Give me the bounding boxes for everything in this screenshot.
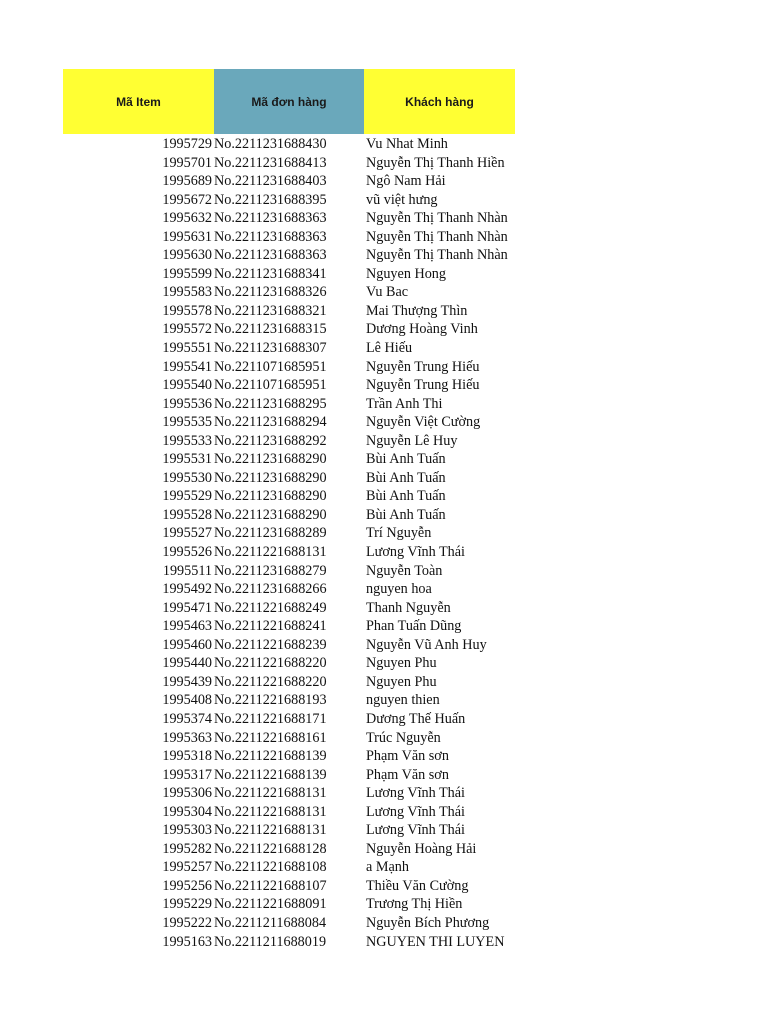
item-id-cell[interactable]: 1995631 [162,228,212,245]
customer-cell[interactable]: Nguyễn Bích Phương [366,914,490,931]
item-id-cell[interactable]: 1995535 [162,414,212,431]
customer-cell[interactable]: Nguyen Phu [366,673,437,690]
item-id-cell[interactable]: 1995306 [162,785,212,802]
order-id-cell[interactable]: No.2211221688139 [214,748,327,765]
order-id-cell[interactable]: No.2211231688290 [214,506,327,523]
table-row [63,766,526,785]
table-row [63,265,526,284]
order-id-cell[interactable]: No.2211221688220 [214,673,327,690]
table-row [63,320,526,339]
customer-cell[interactable]: Lương Vĩnh Thái [366,822,466,839]
item-id-cell[interactable]: 1995439 [162,673,212,690]
table-row [63,524,526,543]
table-row [63,135,526,154]
customer-cell[interactable]: Lương Vĩnh Thái [366,785,466,802]
order-id-cell[interactable]: No.2211231688295 [214,395,327,412]
customer-cell[interactable]: Nguyễn Toàn [366,562,443,579]
order-id-cell[interactable]: No.2211221688220 [214,655,327,672]
customer-cell[interactable]: vũ việt hưng [366,191,438,208]
table-row [63,358,526,377]
order-id-cell[interactable]: No.2211231688403 [214,173,327,190]
table-row [63,895,526,914]
table-row [63,487,526,506]
order-id-cell[interactable]: No.2211071685951 [214,358,327,375]
table-row [63,858,526,877]
item-id-cell[interactable]: 1995317 [162,766,212,783]
order-id-cell[interactable]: No.2211221688107 [214,877,327,894]
order-id-cell[interactable]: No.2211221688249 [214,599,327,616]
item-id-cell[interactable]: 1995541 [162,358,212,375]
order-id-cell[interactable]: No.2211231688292 [214,432,327,449]
header-customer[interactable]: Khách hàng [364,69,515,134]
customer-cell[interactable]: Lương Vĩnh Thái [366,544,466,561]
customer-cell[interactable]: Dương Thế Huấn [366,710,466,727]
item-id-cell[interactable]: 1995492 [162,581,212,598]
item-id-cell[interactable]: 1995303 [162,822,212,839]
order-id-cell[interactable]: No.2211231688289 [214,525,327,542]
customer-cell[interactable]: Nguyễn Thị Thanh Nhàn [366,210,508,227]
customer-cell[interactable]: Lương Vĩnh Thái [366,803,466,820]
customer-cell[interactable]: Phạm Văn sơn [366,766,449,783]
table-row [63,729,526,748]
item-id-cell[interactable]: 1995536 [162,395,212,412]
table-row [63,784,526,803]
order-id-cell[interactable]: No.2211231688430 [214,136,327,152]
customer-cell[interactable]: Trúc Nguyễn [366,729,441,746]
table-row [63,691,526,710]
item-id-cell[interactable]: 1995632 [162,210,212,227]
customer-cell[interactable]: Nguyễn Trung Hiếu [366,377,480,394]
table-row [63,617,526,636]
item-id-cell[interactable]: 1995363 [162,729,212,746]
order-id-cell[interactable]: No.2211231688266 [214,581,327,598]
item-id-cell[interactable]: 1995222 [162,914,212,931]
order-id-cell[interactable]: No.2211221688193 [214,692,327,709]
order-id-cell[interactable]: No.2211231688290 [214,451,327,468]
customer-cell[interactable]: Nguyễn Thị Thanh Hiền [366,154,505,171]
customer-cell[interactable]: Nguyễn Lê Huy [366,432,458,449]
order-id-cell[interactable]: No.2211221688239 [214,636,327,653]
customer-cell[interactable]: Bùi Anh Tuấn [366,451,446,468]
item-id-cell[interactable]: 1995528 [162,506,212,523]
table-row [63,543,526,562]
item-id-cell[interactable]: 1995257 [162,859,212,876]
table-row [63,673,526,692]
table-row [63,747,526,766]
item-id-cell[interactable]: 1995511 [162,562,212,579]
table-row [63,710,526,729]
order-id-cell[interactable]: No.2211231688413 [214,154,327,171]
item-id-cell[interactable]: 1995304 [162,803,212,820]
item-id-cell[interactable]: 1995572 [162,321,212,338]
item-id-cell[interactable]: 1995229 [162,896,212,913]
item-id-cell[interactable]: 1995526 [162,544,212,561]
order-id-cell[interactable]: No.2211231688290 [214,488,327,505]
item-id-cell[interactable]: 1995729 [162,136,212,152]
table-row [63,154,526,173]
customer-cell[interactable]: Nguyễn Thị Thanh Nhàn [366,228,508,245]
table-row [63,821,526,840]
order-id-cell[interactable]: No.2211221688131 [214,822,327,839]
table-row [63,933,526,952]
order-id-cell[interactable]: No.2211231688363 [214,210,327,227]
item-id-cell[interactable]: 1995599 [162,265,212,282]
customer-cell[interactable]: Bùi Anh Tuấn [366,488,446,505]
order-id-cell[interactable]: No.2211221688091 [214,896,327,913]
order-id-cell[interactable]: No.2211231688363 [214,247,327,264]
item-id-cell[interactable]: 1995689 [162,173,212,190]
item-id-cell[interactable]: 1995463 [162,618,212,635]
table-row [63,636,526,655]
customer-cell[interactable]: Trí Nguyễn [366,525,432,542]
customer-cell[interactable]: nguyen thien [366,692,440,709]
item-id-cell[interactable]: 1995460 [162,636,212,653]
order-id-cell[interactable]: No.2211221688171 [214,710,327,727]
order-id-cell[interactable]: No.2211211688084 [214,914,327,931]
table-row [63,506,526,525]
item-id-cell[interactable]: 1995530 [162,469,212,486]
order-id-cell[interactable]: No.2211221688161 [214,729,327,746]
order-id-cell[interactable]: No.2211221688131 [214,544,327,561]
customer-cell[interactable]: Nguyễn Vũ Anh Huy [366,636,487,653]
item-id-cell[interactable]: 1995163 [162,933,212,950]
order-id-cell[interactable]: No.2211231688294 [214,414,327,431]
order-id-cell[interactable]: No.2211221688108 [214,859,327,876]
customer-cell[interactable]: Nguyễn Thị Thanh Nhàn [366,247,508,264]
item-id-cell[interactable]: 1995440 [162,655,212,672]
table-row [63,191,526,210]
item-id-cell[interactable]: 1995551 [162,340,212,357]
customer-cell[interactable]: Vu Nhat Minh [366,136,448,152]
customer-cell[interactable]: Thanh Nguyễn [366,599,451,616]
order-id-cell[interactable]: No.2211231688395 [214,191,327,208]
order-id-cell[interactable]: No.2211071685951 [214,377,327,394]
table-row [63,395,526,414]
order-id-cell[interactable]: No.2211231688290 [214,469,327,486]
item-id-cell[interactable]: 1995318 [162,748,212,765]
customer-cell[interactable]: Trương Thị Hiền [366,896,463,913]
item-id-cell[interactable]: 1995531 [162,451,212,468]
item-id-cell[interactable]: 1995471 [162,599,212,616]
item-id-cell[interactable]: 1995630 [162,247,212,264]
customer-cell[interactable]: Nguyễn Trung Hiếu [366,358,480,375]
table-row [63,914,526,933]
item-id-cell[interactable]: 1995578 [162,302,212,319]
header-item-id[interactable]: Mã Item [63,69,214,134]
customer-cell[interactable]: Phan Tuấn Dũng [366,618,462,635]
item-id-cell[interactable]: 1995540 [162,377,212,394]
table-row [63,877,526,896]
table-row [63,654,526,673]
table-row [63,172,526,191]
customer-cell[interactable]: nguyen hoa [366,581,432,598]
table-row [63,246,526,265]
customer-cell[interactable]: Dương Hoàng Vinh [366,321,478,338]
order-id-cell[interactable]: No.2211211688019 [214,933,327,950]
customer-cell[interactable]: Thiều Văn Cường [366,877,469,894]
table-row [63,209,526,228]
order-id-cell[interactable]: No.2211231688307 [214,340,327,357]
customer-cell[interactable]: a Mạnh [366,859,409,876]
order-id-cell[interactable]: No.2211231688279 [214,562,327,579]
table-row [63,283,526,302]
customer-cell[interactable]: Lê Hiếu [366,340,413,357]
table-row [63,376,526,395]
order-id-cell[interactable]: No.2211221688131 [214,785,327,802]
order-id-cell[interactable]: No.2211221688131 [214,803,327,820]
item-id-cell[interactable]: 1995527 [162,525,212,542]
customer-cell[interactable]: Nguyen Phu [366,655,437,672]
customer-cell[interactable]: Bùi Anh Tuấn [366,506,446,523]
order-id-cell[interactable]: No.2211231688326 [214,284,327,301]
item-id-cell[interactable]: 1995374 [162,710,212,727]
table-row [63,803,526,822]
customer-cell[interactable]: Nguyễn Hoàng Hải [366,840,477,857]
header-row [63,69,526,134]
item-id-cell[interactable]: 1995529 [162,488,212,505]
item-id-cell[interactable]: 1995256 [162,877,212,894]
order-id-cell[interactable]: No.2211221688241 [214,618,327,635]
customer-cell[interactable]: Trần Anh Thi [366,395,443,412]
customer-cell[interactable]: Nguyen Hong [366,265,446,282]
item-id-cell[interactable]: 1995282 [162,840,212,857]
spreadsheet [63,69,526,951]
header-order-id[interactable]: Mã đơn hàng [214,69,364,134]
table-row [63,562,526,581]
order-id-cell[interactable]: No.2211231688321 [214,302,327,319]
table-row [63,302,526,321]
order-id-cell[interactable]: No.2211231688341 [214,265,327,282]
customer-cell[interactable]: Nguyễn Việt Cường [366,414,481,431]
order-id-cell[interactable]: No.2211221688128 [214,840,327,857]
item-id-cell[interactable]: 1995701 [162,154,212,171]
table-row [63,580,526,599]
table-row [63,413,526,432]
table-row [63,228,526,247]
table-row [63,599,526,618]
table-row [63,840,526,859]
customer-cell[interactable]: Mai Thượng Thìn [366,302,468,319]
order-id-cell[interactable]: No.2211231688363 [214,228,327,245]
item-id-cell[interactable]: 1995408 [162,692,212,709]
customer-cell[interactable]: Ngô Nam Hải [366,173,446,190]
order-id-cell[interactable]: No.2211221688139 [214,766,327,783]
table-row [63,432,526,451]
table-row [63,339,526,358]
item-id-cell[interactable]: 1995533 [162,432,212,449]
table-body [63,135,526,951]
item-id-cell[interactable]: 1995672 [162,191,212,208]
customer-cell[interactable]: Phạm Văn sơn [366,748,449,765]
item-id-cell[interactable]: 1995583 [162,284,212,301]
order-id-cell[interactable]: No.2211231688315 [214,321,327,338]
customer-cell[interactable]: Vu Bac [366,284,409,301]
customer-cell[interactable]: NGUYEN THI LUYEN [366,933,505,950]
table-row [63,450,526,469]
customer-cell[interactable]: Bùi Anh Tuấn [366,469,446,486]
table-row [63,469,526,488]
